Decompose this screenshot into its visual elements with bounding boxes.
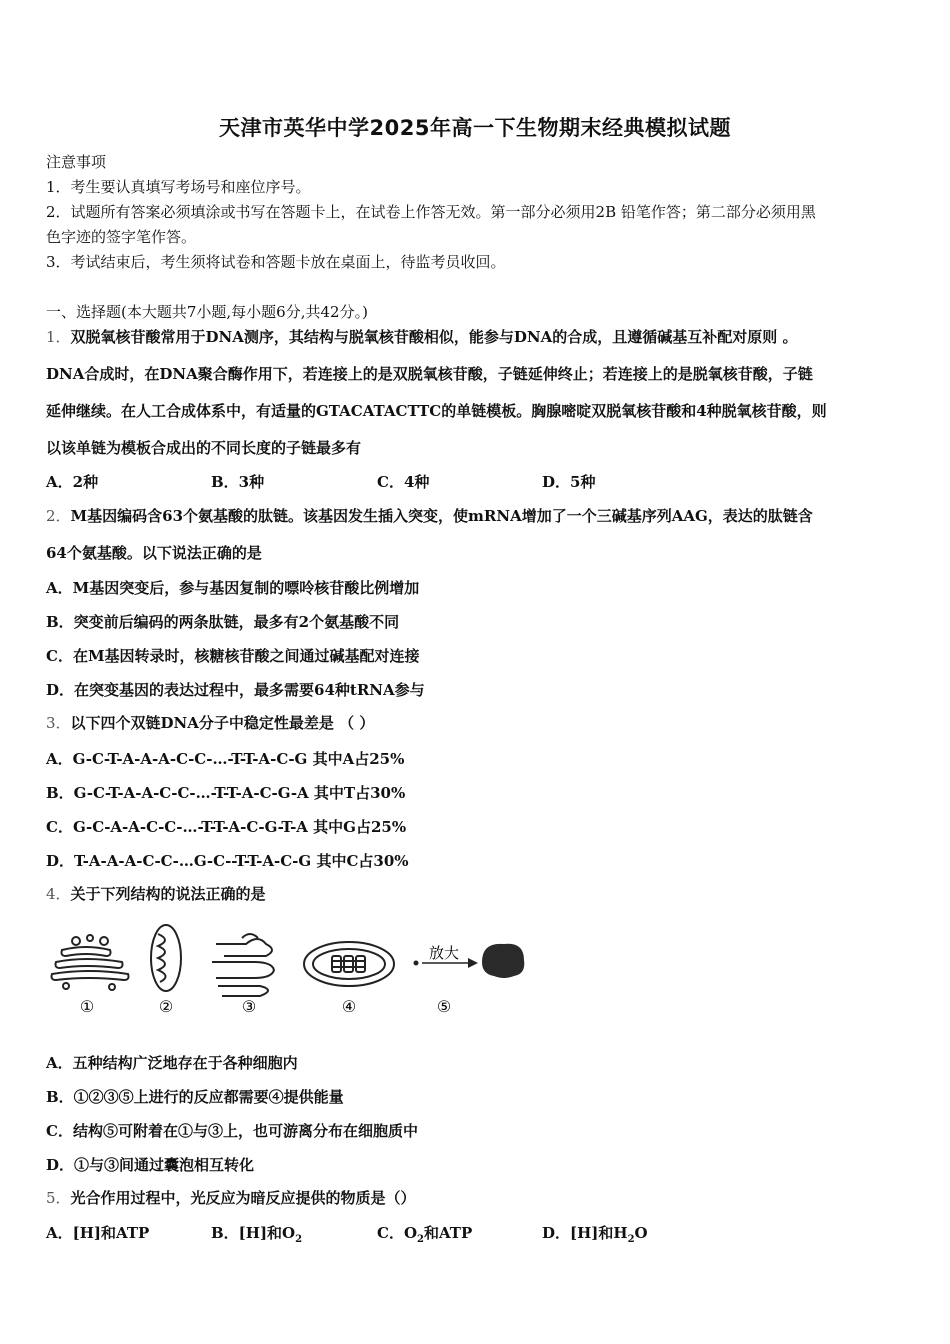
option-b[interactable]: B．突变前后编码的两条肽链，最多有2个氨基酸不同 bbox=[46, 613, 400, 631]
question-1-line: DNA合成时，在DNA聚合酶作用下，若连接上的是双脱氧核苷酸，子链延伸终止；若连接上的是脱氧核苷酸，子链 bbox=[46, 365, 813, 383]
page-title: 天津市英华中学2025年高一下生物期末经典模拟试题 bbox=[219, 116, 731, 140]
option-a[interactable]: A．[H]和ATP bbox=[46, 1224, 150, 1242]
question-number: 4． bbox=[46, 885, 71, 903]
question-4-line bbox=[46, 884, 912, 904]
question-number: 1． bbox=[46, 328, 71, 346]
option-a[interactable]: A．M基因突变后，参与基因复制的嘌呤核苷酸比例增加 bbox=[46, 579, 420, 597]
option-d[interactable]: D．T-A-A-A-C-C-…G-C--T-T-A-C-G 其中C占30% bbox=[46, 852, 409, 870]
figure-label: ④ bbox=[341, 997, 357, 1016]
notice-heading: 注意事项 bbox=[46, 153, 107, 171]
question-1-line: 延伸继续。在人工合成体系中，有适量的GTACATACTTC的单链模板。胸腺嘧啶双脱氧核苷酸和4种脱氧核苷酸，则 bbox=[46, 402, 827, 420]
question-2-line bbox=[46, 506, 912, 526]
question-1-line bbox=[46, 327, 912, 347]
notice-item: 1．考生要认真填写考场号和座位序号。 bbox=[46, 178, 311, 196]
endoplasmic-reticulum-icon bbox=[212, 934, 274, 996]
question-number: 3． bbox=[46, 714, 71, 732]
figure-label: ② bbox=[158, 997, 174, 1016]
option-b[interactable]: B．[H]和$O_2$ bbox=[211, 1224, 303, 1245]
question-1-line: 以该单链为模板合成出的不同长度的子链最多有 bbox=[46, 439, 362, 457]
ribosome-icon bbox=[482, 944, 524, 978]
option-d[interactable]: D．[H]和$H_2O$ bbox=[542, 1224, 648, 1245]
notice-item: 2．试题所有答案必须填涂或书写在答题卡上，在试卷上作答无效。第一部分必须用2B 铅笔作答；第二部分必须用黑 bbox=[46, 203, 816, 221]
ribosome-dot-icon bbox=[414, 961, 419, 966]
option-b[interactable]: B．①②③⑤上进行的反应都需要④提供能量 bbox=[46, 1088, 344, 1106]
question-5-line bbox=[46, 1188, 912, 1208]
option-b[interactable]: B．G-C-T-A-A-C-C-…-T-T-A-C-G-A 其中T占30% bbox=[46, 784, 406, 802]
option-a[interactable]: A．五种结构广泛地存在于各种细胞内 bbox=[46, 1054, 298, 1072]
option-a[interactable]: A．G-C-T-A-A-A-C-C-…-T-T-A-C-G 其中A占25% bbox=[46, 750, 405, 768]
option-c[interactable]: C．4种 bbox=[377, 473, 430, 491]
figure-arrow-label: 放大 bbox=[428, 944, 460, 962]
arrowhead-icon bbox=[468, 958, 478, 968]
section-heading: 一、选择题(本大题共7小题,每小题6分,共42分。) bbox=[46, 303, 368, 321]
option-c[interactable]: C．$O_2$和ATP bbox=[377, 1224, 473, 1245]
question-text: 关于下列结构的说法正确的是 bbox=[70, 885, 266, 903]
question-text: 以下四个双链DNA分子中稳定性最差是 （ ） bbox=[70, 714, 375, 732]
question-text: 光合作用过程中，光反应为暗反应提供的物质是（） bbox=[70, 1189, 416, 1207]
figure-label: ③ bbox=[241, 997, 257, 1016]
question-text: M基因编码含63个氨基酸的肽链。该基因发生插入突变，使mRNA增加了一个三碱基序列AAG，表达的肽链含 bbox=[70, 507, 813, 525]
option-b[interactable]: B．3种 bbox=[211, 473, 265, 491]
option-a[interactable]: A．2种 bbox=[46, 473, 99, 491]
organelle-figure bbox=[46, 916, 536, 1026]
figure-label: ⑤ bbox=[436, 997, 452, 1016]
mitochondrion-icon bbox=[151, 925, 181, 991]
option-d[interactable]: D．5种 bbox=[542, 473, 596, 491]
golgi-apparatus-icon bbox=[52, 935, 129, 990]
option-c[interactable]: C．G-C-A-A-C-C-…-T-T-A-C-G-T-A 其中G占25% bbox=[46, 818, 407, 836]
option-c[interactable]: C．结构⑤可附着在①与③上，也可游离分布在细胞质中 bbox=[46, 1122, 418, 1140]
question-number: 2． bbox=[46, 507, 71, 525]
notice-item: 3．考试结束后，考生须将试卷和答题卡放在桌面上，待监考员收回。 bbox=[46, 253, 506, 271]
option-c[interactable]: C．在M基因转录时，核糖核苷酸之间通过碱基配对连接 bbox=[46, 647, 420, 665]
question-text: 双脱氧核苷酸常用于DNA测序，其结构与脱氧核苷酸相似，能参与DNA的合成，且遵循碱基互补配对原则 。 bbox=[70, 328, 798, 346]
question-3-line bbox=[46, 713, 912, 733]
option-d[interactable]: D．在突变基因的表达过程中，最多需要64种tRNA参与 bbox=[46, 681, 425, 699]
chloroplast-icon bbox=[304, 942, 394, 986]
figure-label: ① bbox=[79, 997, 95, 1016]
question-2-line: 64个氨基酸。以下说法正确的是 bbox=[46, 544, 262, 562]
notice-item: 色字迹的签字笔作答。 bbox=[46, 228, 197, 246]
option-d[interactable]: D．①与③间通过囊泡相互转化 bbox=[46, 1156, 255, 1174]
question-number: 5． bbox=[46, 1189, 71, 1207]
